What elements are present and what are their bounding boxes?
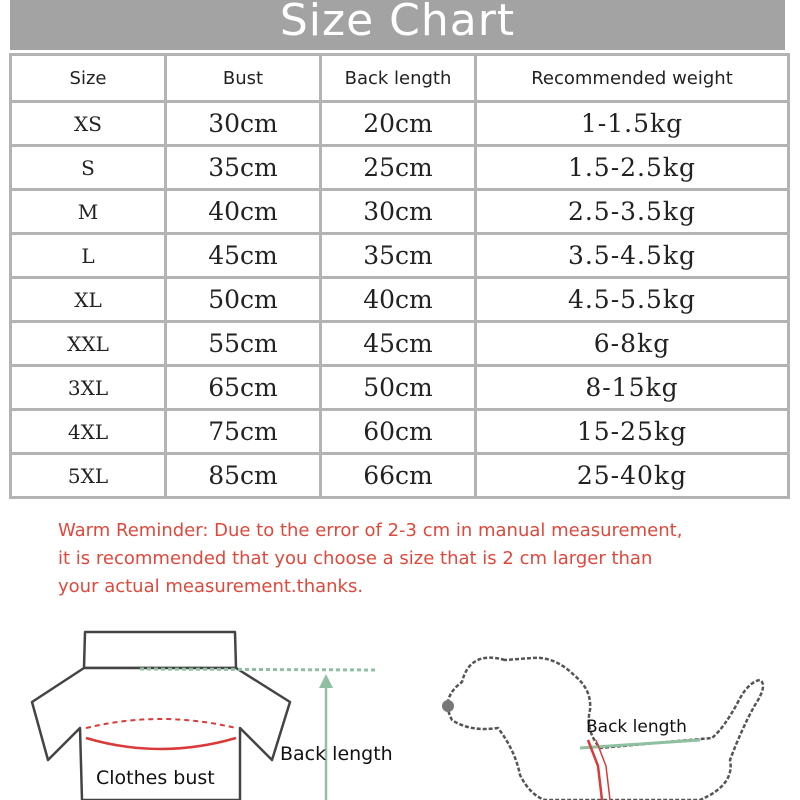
cell-recommended-weight: 1.5-2.5kg <box>476 146 789 190</box>
dog-nose <box>442 700 454 712</box>
back-length-label-right: Back length <box>586 717 687 737</box>
reminder-line: Warm Reminder: Due to the error of 2-3 cm in manual measurement, <box>58 520 683 541</box>
cell-size: 5XL <box>11 454 166 498</box>
table-row <box>11 410 789 454</box>
measurement-diagram <box>0 610 800 800</box>
header-bust: Bust <box>166 55 321 102</box>
table-row <box>11 366 789 410</box>
cell-back-length: 25cm <box>321 146 476 190</box>
table-header-row <box>11 55 789 102</box>
cell-recommended-weight: 1-1.5kg <box>476 102 789 146</box>
clothes-collar <box>84 632 236 668</box>
table-row <box>11 146 789 190</box>
cell-size: XXL <box>11 322 166 366</box>
cell-back-length: 50cm <box>321 366 476 410</box>
cell-recommended-weight: 8-15kg <box>476 366 789 410</box>
cell-size: XS <box>11 102 166 146</box>
cell-back-length: 40cm <box>321 278 476 322</box>
warm-reminder <box>58 517 778 601</box>
cell-size: S <box>11 146 166 190</box>
cell-back-length: 20cm <box>321 102 476 146</box>
cell-bust: 85cm <box>166 454 321 498</box>
cell-bust: 40cm <box>166 190 321 234</box>
clothes-bust-label: Clothes bust <box>96 767 215 789</box>
cell-size: 3XL <box>11 366 166 410</box>
header-recommended-weight: Recommended weight <box>476 55 789 102</box>
cell-back-length: 45cm <box>321 322 476 366</box>
cell-bust: 45cm <box>166 234 321 278</box>
cell-bust: 65cm <box>166 366 321 410</box>
header-size: Size <box>11 55 166 102</box>
header-back-length: Back length <box>321 55 476 102</box>
cell-recommended-weight: 3.5-4.5kg <box>476 234 789 278</box>
reminder-line: your actual measurement.thanks. <box>58 576 364 597</box>
cell-size: L <box>11 234 166 278</box>
cell-bust: 35cm <box>166 146 321 190</box>
reminder-line: it is recommended that you choose a size that is 2 cm larger than <box>58 548 653 569</box>
table-body <box>11 102 789 498</box>
cell-recommended-weight: 2.5-3.5kg <box>476 190 789 234</box>
cell-size: M <box>11 190 166 234</box>
table-row <box>11 322 789 366</box>
table-row <box>11 454 789 498</box>
cell-bust: 30cm <box>166 102 321 146</box>
cell-recommended-weight: 4.5-5.5kg <box>476 278 789 322</box>
cell-bust: 55cm <box>166 322 321 366</box>
cell-recommended-weight: 15-25kg <box>476 410 789 454</box>
cell-back-length: 35cm <box>321 234 476 278</box>
cell-back-length: 60cm <box>321 410 476 454</box>
cell-bust: 75cm <box>166 410 321 454</box>
cell-recommended-weight: 25-40kg <box>476 454 789 498</box>
table-row <box>11 278 789 322</box>
table-row <box>11 102 789 146</box>
cell-recommended-weight: 6-8kg <box>476 322 789 366</box>
page-title: Size Chart <box>10 0 785 50</box>
cell-back-length: 30cm <box>321 190 476 234</box>
size-chart-table <box>9 53 790 499</box>
back-length-label-left: Back length <box>280 743 393 765</box>
table-row <box>11 234 789 278</box>
cell-size: 4XL <box>11 410 166 454</box>
cell-size: XL <box>11 278 166 322</box>
table-row <box>11 190 789 234</box>
cell-bust: 50cm <box>166 278 321 322</box>
cell-back-length: 66cm <box>321 454 476 498</box>
